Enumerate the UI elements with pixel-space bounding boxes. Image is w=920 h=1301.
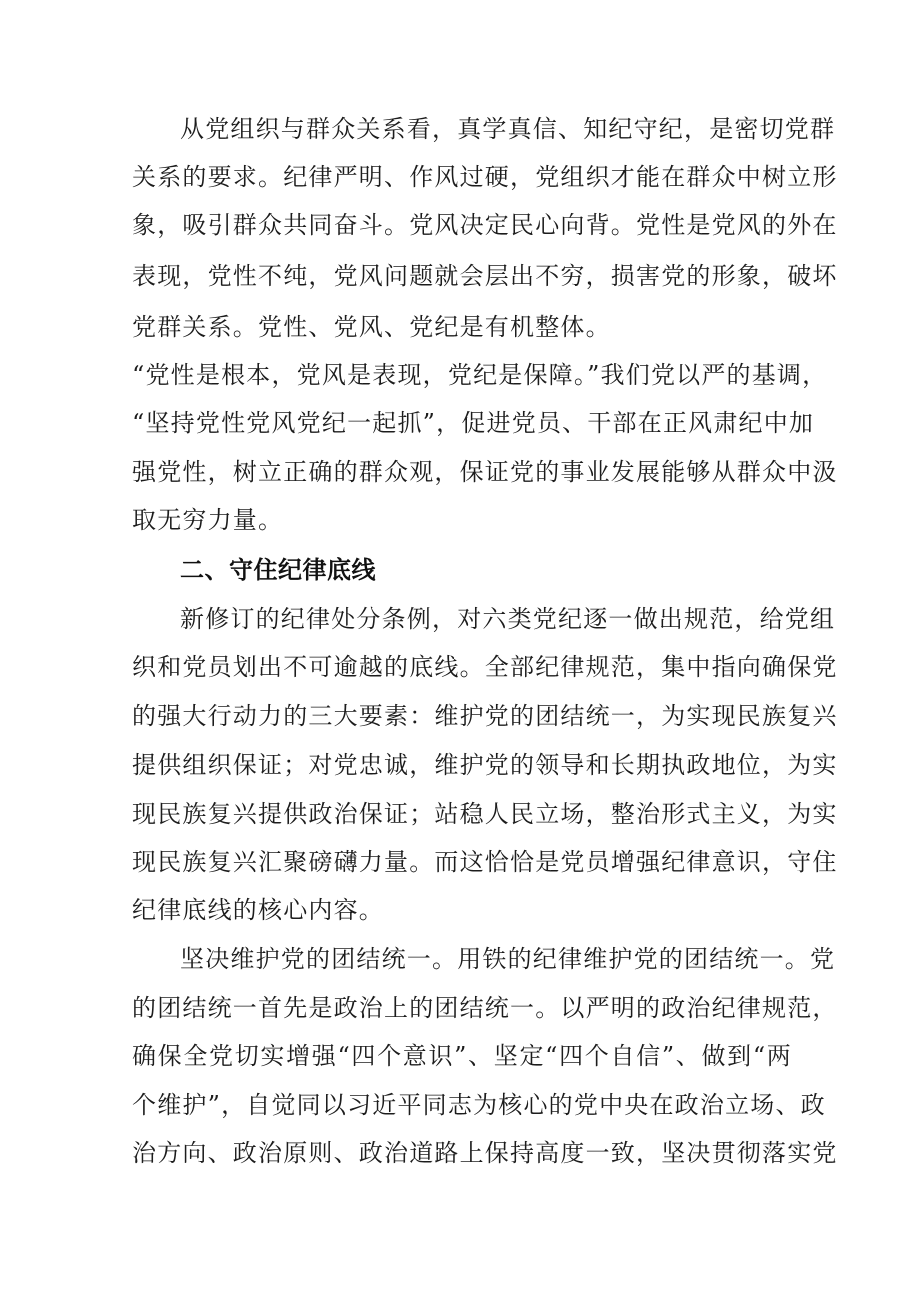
paragraph-1-line-2: 关系的要求。纪律严明、作风过硬，党组织才能在群众中树立形 (132, 163, 838, 191)
section-paragraph-1-line-7: 纪律底线的核心内容。 (132, 896, 384, 924)
paragraph-1-line-1: 从党组织与群众关系看，真学真信、知纪守纪，是密切党群 (180, 115, 836, 143)
section-paragraph-2-line-1: 坚决维护党的团结统一。用铁的纪律维护党的团结统一。党 (180, 945, 836, 973)
paragraph-1-line-3: 象，吸引群众共同奋斗。党风决定民心向背。党性是党风的外在 (132, 211, 838, 239)
section-paragraph-2-line-5: 治方向、政治原则、政治道路上保持高度一致，坚决贯彻落实党 (132, 1139, 838, 1167)
section-paragraph-1-line-5: 现民族复兴提供政治保证；站稳人民立场，整治形式主义，为实 (132, 800, 838, 828)
paragraph-2-line-2: “坚持党性党风党纪一起抓”，促进党员、干部在正风肃纪中加 (132, 409, 815, 437)
paragraph-1-line-4: 表现，党性不纯，党风问题就会层出不穷，损害党的形象，破坏 (132, 262, 838, 290)
section-paragraph-1-line-6: 现民族复兴汇聚磅礴力量。而这恰恰是党员增强纪律意识，守住 (132, 848, 838, 876)
paragraph-2-line-3: 强党性，树立正确的群众观，保证党的事业发展能够从群众中汲 (132, 458, 838, 486)
section-paragraph-2-line-4: 个维护”，自觉同以习近平同志为核心的党中央在政治立场、政 (132, 1091, 826, 1119)
section-paragraph-2-line-2: 的团结统一首先是政治上的团结统一。以严明的政治纪律规范， (132, 994, 838, 1022)
section-paragraph-1-line-2: 织和党员划出不可逾越的底线。全部纪律规范，集中指向确保党 (132, 653, 838, 681)
paragraph-1-line-5: 党群关系。党性、党风、党纪是有机整体。 (132, 313, 611, 341)
section-paragraph-2-line-3: 确保全党切实增强“四个意识”、坚定“四个自信”、做到“两 (132, 1042, 792, 1070)
section-heading: 二、守住纪律底线 (180, 556, 376, 584)
section-paragraph-1-line-1: 新修订的纪律处分条例，对六类党纪逐一做出规范，给党组 (180, 605, 836, 633)
paragraph-2-line-4: 取无穷力量。 (132, 506, 284, 534)
section-paragraph-1-line-4: 提供组织保证；对党忠诚，维护党的领导和长期执政地位，为实 (132, 751, 838, 779)
section-paragraph-1-line-3: 的强大行动力的三大要素：维护党的团结统一，为实现民族复兴 (132, 702, 838, 730)
paragraph-2-line-1: “党性是根本，党风是表现，党纪是保障。”我们党以严的基调， (132, 361, 828, 389)
